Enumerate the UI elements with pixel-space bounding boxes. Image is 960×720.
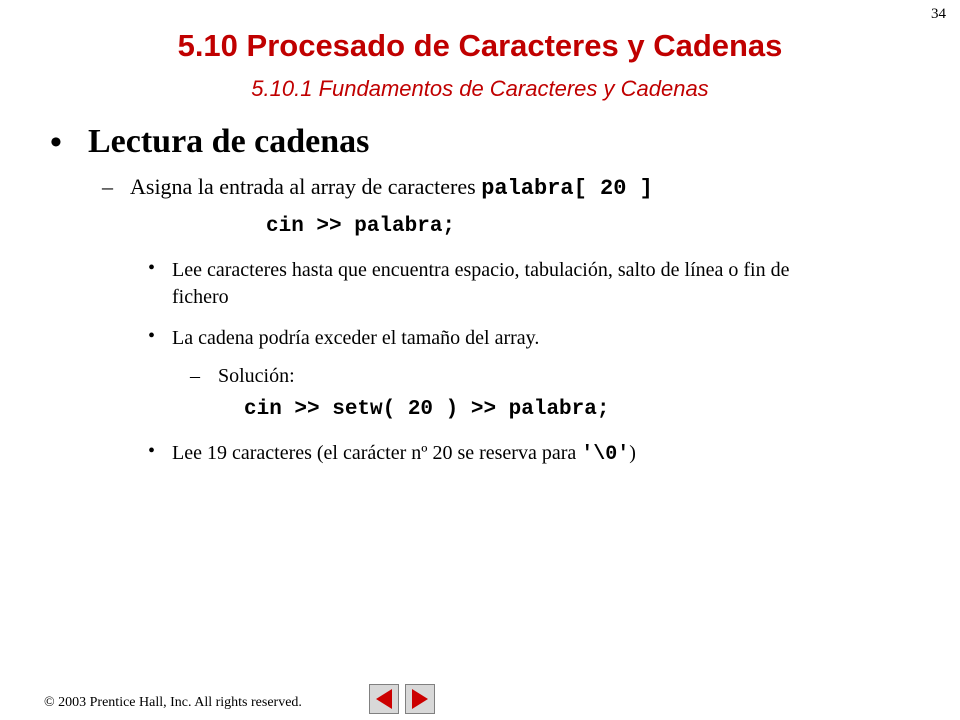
bullet-dot: • bbox=[148, 257, 156, 279]
level2-code: palabra[ 20 ] bbox=[481, 176, 653, 201]
level2-item bbox=[130, 174, 653, 201]
arrow-left-icon bbox=[374, 688, 394, 710]
bullet-item: Lee caracteres hasta que encuentra espacio, tabulación, salto de línea o fin de fichero bbox=[172, 259, 790, 308]
arrow-right-icon bbox=[410, 688, 430, 710]
previous-slide-button[interactable] bbox=[369, 684, 399, 714]
copyright-icon: © bbox=[44, 695, 55, 710]
level4-item: Solución: bbox=[218, 365, 295, 387]
bullet-text: Lee 19 caracteres (el carácter nº 20 se reserva para bbox=[172, 442, 582, 464]
copyright-footer bbox=[44, 695, 302, 711]
level2-text: Asigna la entrada al array de caracteres bbox=[130, 174, 482, 199]
bullet-text-end: ) bbox=[629, 442, 636, 464]
slide-title: 5.10 Procesado de Caracteres y Cadenas bbox=[177, 28, 783, 63]
dash-marker: – bbox=[190, 365, 200, 387]
next-slide-button[interactable] bbox=[405, 684, 435, 714]
bullet-dot: • bbox=[148, 440, 156, 462]
page-number: 34 bbox=[931, 6, 946, 22]
section-heading: Lectura de cadenas bbox=[88, 123, 370, 160]
slide-subtitle: 5.10.1 Fundamentos de Caracteres y Cadenas bbox=[251, 76, 709, 101]
code-line-1: cin >> palabra; bbox=[266, 215, 456, 238]
bullet-item bbox=[172, 440, 636, 468]
bullet-code: '\0' bbox=[581, 443, 630, 466]
bullet-item: La cadena podría exceder el tamaño del array. bbox=[172, 327, 540, 349]
code-line-2: cin >> setw( 20 ) >> palabra; bbox=[244, 398, 610, 421]
bullet-dot: • bbox=[148, 325, 156, 347]
dash-marker: – bbox=[102, 174, 113, 199]
bullet-dot: • bbox=[50, 124, 62, 161]
copyright-text: 2003 Prentice Hall, Inc. All rights reserved. bbox=[58, 695, 302, 710]
